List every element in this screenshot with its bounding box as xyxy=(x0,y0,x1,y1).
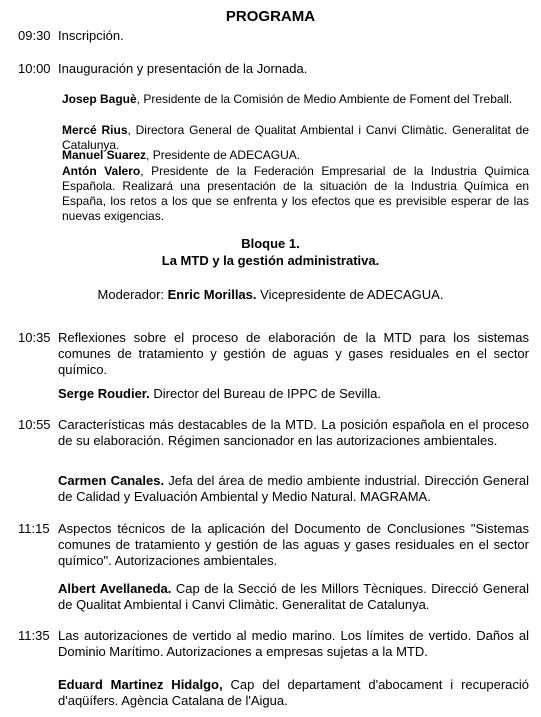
speaker-name: Josep Baguè xyxy=(62,92,137,106)
moderator-label: Moderador: xyxy=(97,287,168,302)
agenda-item-1115: Aspectos técnicos de la aplicación del Documento de Conclusiones "Sistemas comunes de tratamiento y gestión de las aguas y gases residuales en el sector químico". Autorizaciones ambientales. xyxy=(58,521,529,568)
speaker-role: , Presidente de ADECAGUA. xyxy=(146,148,301,162)
opening-speaker xyxy=(62,164,529,224)
time-1055: 10:55 xyxy=(18,417,51,432)
block-title: Bloque 1. xyxy=(241,236,300,251)
speaker-1055 xyxy=(58,473,529,505)
moderator-name: Enric Morillas. xyxy=(167,287,257,302)
speaker-name: Albert Avellaneda. xyxy=(58,581,172,596)
speaker-1135 xyxy=(58,677,529,709)
time-1000: 10:00 xyxy=(18,61,51,76)
time-1135: 11:35 xyxy=(18,628,50,643)
speaker-name: Manuel Suarez xyxy=(62,148,147,162)
moderator xyxy=(0,286,541,303)
agenda-item-1035: Reflexiones sobre el proceso de elaboración de la MTD para los sistemas comunes de tratamiento y gestión de aguas y gases residuales en el sector químico. xyxy=(58,330,529,377)
time-0930: 09:30 xyxy=(18,28,51,43)
agenda-item-1000: Inauguración y presentación de la Jornada. xyxy=(58,61,308,76)
time-1035: 10:35 xyxy=(18,330,51,345)
speaker-1035 xyxy=(58,386,529,402)
time-1115: 11:15 xyxy=(18,521,50,536)
agenda-item-1055: Características más destacables de la MTD. La posición española en el proceso de su elaboración. Régimen sancionador en las autorizaciones ambientales. xyxy=(58,417,529,448)
moderator-role: Vicepresidente de ADECAGUA. xyxy=(256,287,444,302)
speaker-name: Carmen Canales. xyxy=(58,473,165,488)
speaker-name: Mercé Rius xyxy=(62,123,128,137)
speaker-1115 xyxy=(58,581,529,613)
speaker-role: Director del Bureau de IPPC de Sevilla. xyxy=(149,386,381,401)
speaker-name: Antón Valero xyxy=(62,164,141,178)
speaker-role: , Presidente de la Federación Empresarial de la Industria Química Española. Realizará una presentación de la situación de la Industria Química en España, los retos a los que se enfrenta y los efectos que es previsible esperar de las nuevas exigencias. xyxy=(62,164,530,223)
speaker-name: Eduard Martinez Hidalgo, xyxy=(58,677,223,692)
speaker-role: , Presidente de la Comisión de Medio Ambiente de Foment del Treball. xyxy=(136,92,513,106)
speaker-role: Cap del departament d'abocament i recuperació d'aqüífers. Agència Catalana de l'Aigua. xyxy=(58,677,529,708)
opening-speaker xyxy=(62,92,529,107)
speaker-name: Serge Roudier. xyxy=(58,386,150,401)
speaker-role: , Directora General de Qualitat Ambiental i Canvi Climàtic. Generalitat de Catalunya. xyxy=(62,123,530,152)
page-title: PROGRAMA xyxy=(225,8,316,25)
block-subtitle: La MTD y la gestión administrativa. xyxy=(161,253,380,268)
speaker-role: Cap de la Secció de les Millors Tècniques. Direcció General de Qualitat Ambiental i Canvi Climàtic. Generalitat de Catalunya. xyxy=(58,581,529,612)
agenda-item-1135: Las autorizaciones de vertido al medio marino. Los límites de vertido. Daños al Dominio Marítimo. Autorizaciones a empresas sujetas a la MTD. xyxy=(58,628,529,659)
speaker-role: Jefa del área de medio ambiente industrial. Dirección General de Calidad y Evaluación Ambiental y Medio Natural. MAGRAMA. xyxy=(58,473,529,504)
agenda-item-0930: Inscripción. xyxy=(58,28,124,43)
opening-speaker xyxy=(62,148,529,163)
